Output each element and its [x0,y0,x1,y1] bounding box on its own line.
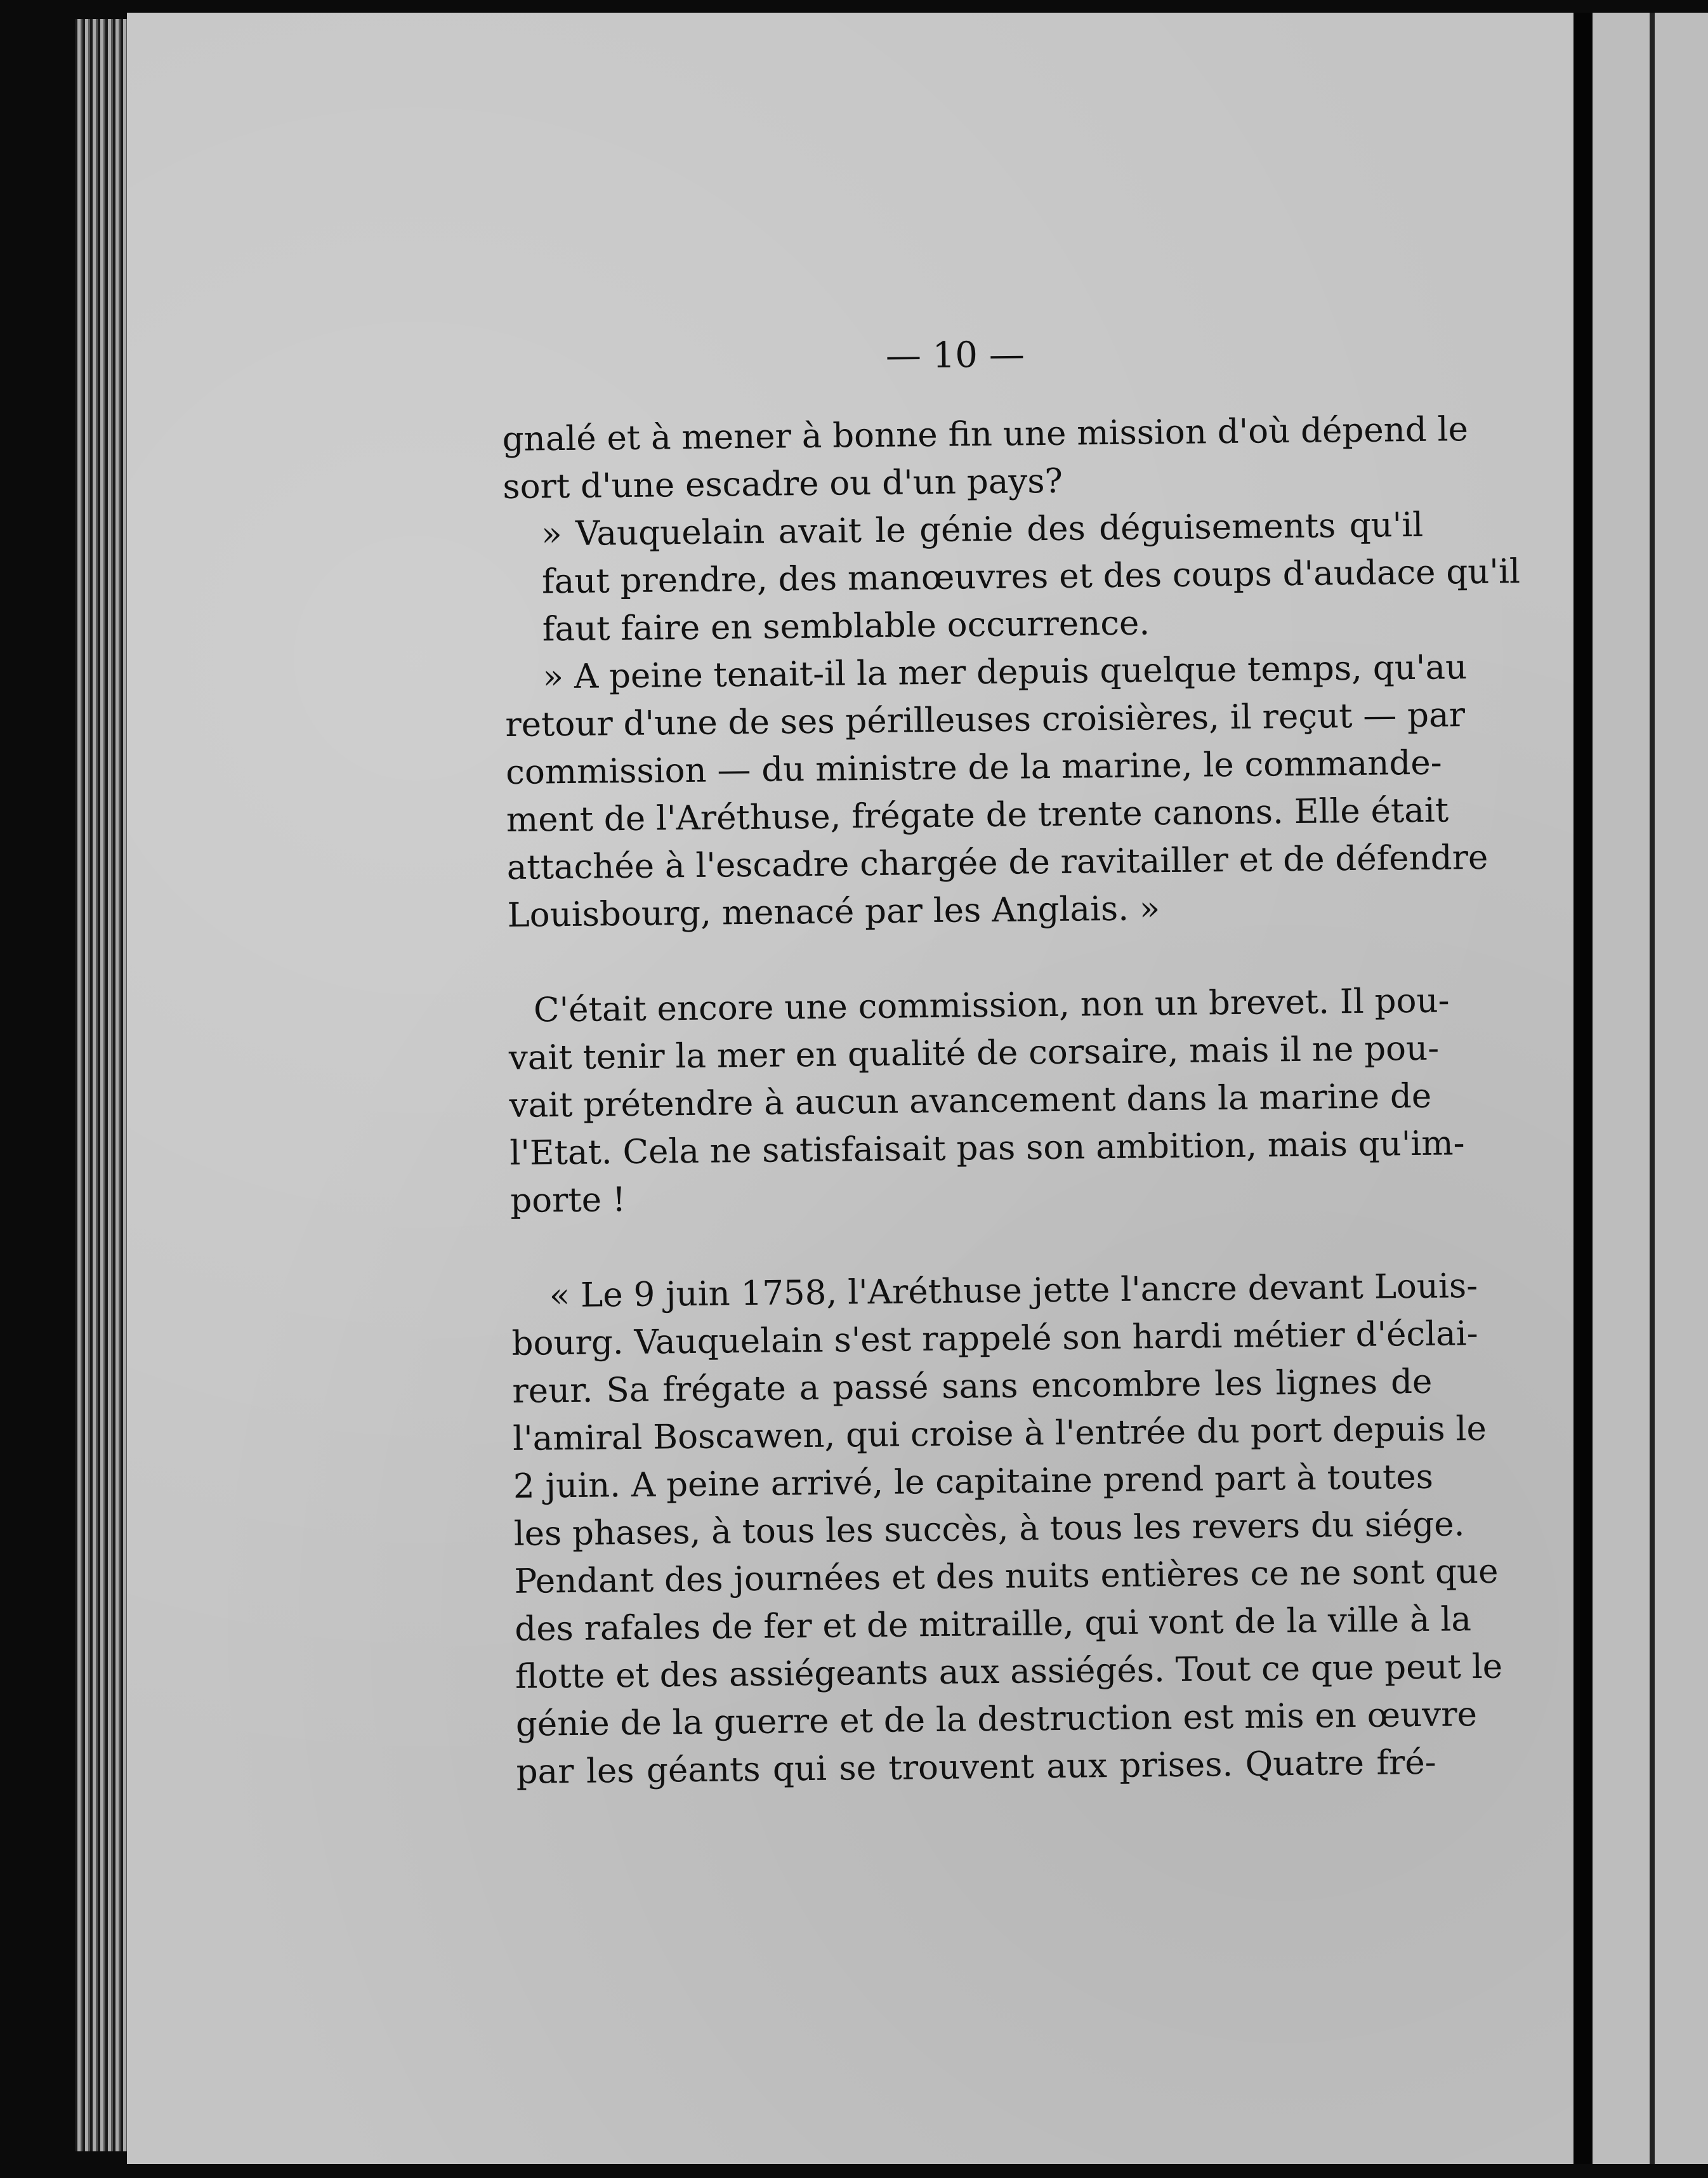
text-line: sort d'une escadre ou d'un pays? [503,461,1063,506]
book-spine [1573,13,1593,2164]
facing-page-shadow [1650,13,1655,2164]
text-line: par les géants qui se trouvent aux prises. Quatre fré- [516,1743,1436,1792]
paragraph [508,977,1465,1225]
text-line: porte ! [509,1180,626,1220]
text-line: vait tenir la mer en qualité de corsaire, mais il ne pou- [508,1029,1440,1078]
text-line: reur. Sa frégate a passé sans encombre les lignes de [512,1362,1433,1411]
text-line: l'Etat. Cela ne satisfaisait pas son ambition, mais qu'im- [509,1124,1465,1173]
text-line: » A peine tenait-il la mer depuis quelque temps, qu'au [542,648,1468,697]
text-line: les phases, à tous les succès, à tous les revers du siége. [513,1505,1465,1554]
text-line: retour d'une de ses périlleuses croisières, il reçut — par [505,696,1466,744]
text-line: bourg. Vauquelain s'est rappelé son hardi métier d'éclai- [511,1314,1478,1363]
text-line: « Le 9 juin 1758, l'Aréthuse jette l'ancre devant Louis- [549,1266,1478,1316]
page-number: — 10 — [885,334,1025,377]
text-line: génie de la guerre et de la destruction est mis en œuvre [515,1695,1478,1744]
text-line: » Vauquelain avait le génie des déguisements qu'il [541,505,1424,554]
text-line: gnalé et à mener à bonne fin une mission d'où dépend le [502,410,1469,459]
page-stack-edges [75,19,132,2151]
text-line: commission — du ministre de la marine, le commande- [505,743,1442,792]
text-line: C'était encore une commission, non un brevet. Il pou- [533,981,1450,1030]
paragraph [503,501,1521,654]
text-line: flotte et des assiégeants aux assiégés. Tout ce que peut le [515,1647,1503,1696]
page-text [501,327,1521,1796]
paragraph [511,1263,1503,1796]
text-line: faut prendre, des manœuvres et des coups d'audace qu'il [541,552,1521,602]
paragraph [502,406,1469,511]
text-line: faut faire en semblable occurrence. [542,604,1150,649]
text-line: des rafales de fer et de mitraille, qui vont de la ville à la [515,1600,1472,1649]
paragraph [504,644,1488,939]
text-line: l'amiral Boscawen, qui croise à l'entrée du port depuis le [512,1409,1487,1458]
text-line: 2 juin. A peine arrivé, le capitaine prend part à toutes [513,1457,1434,1506]
text-line: Pendant des journées et des nuits entières ce ne sont que [514,1552,1499,1601]
text-line: ment de l'Aréthuse, frégate de trente canons. Elle était [506,791,1449,840]
text-line: Louisbourg, menacé par les Anglais. » [507,889,1160,935]
text-line: attachée à l'escadre chargée de ravitailler et de défendre [506,838,1488,887]
text-line: vait prétendre à aucun avancement dans la marine de [509,1076,1432,1125]
